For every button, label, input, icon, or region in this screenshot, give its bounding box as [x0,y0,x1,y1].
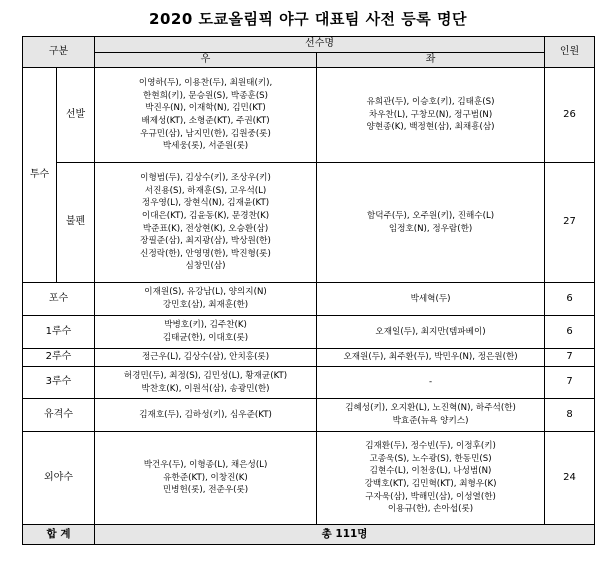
header-category: 구분 [23,37,95,68]
header-right: 우 [95,53,317,68]
player-line: 신정락(한), 안영명(한), 박진형(롯) [140,248,271,259]
player-line: 이형범(두), 김상수(키), 조상우(키) [140,173,271,184]
player-line: 김태균(한), 이대호(롯) [162,333,249,343]
player-line: 강백호(KT), 김민혁(KT), 최형우(K) [364,479,497,489]
player-line: 유한준(KT), 이창진(K) [163,472,248,483]
catcher-left-cell [317,283,545,316]
player-line: 고종욱(S), 노수광(S), 한동민(S) [369,453,492,464]
shortstop-count: 8 [545,399,595,432]
shortstop-right-cell [95,399,317,432]
player-line: 오재일(두), 최지만(템파베이) [375,326,486,337]
first-base-left-cell [317,316,545,349]
bullpen-label: 불펜 [57,163,95,283]
player-line: 박진우(N), 이재학(N), 김민(KT) [145,103,266,114]
player-line: 김현수(L), 이천웅(L), 나성범(N) [369,466,492,477]
page-title: 2020 도쿄올림픽 야구 대표팀 사전 등록 명단 [149,10,467,28]
second-base-count: 7 [545,349,595,367]
catcher-count: 6 [545,283,595,316]
player-line: 박세웅(롯), 서준원(롯) [162,141,249,152]
player-line: 배제성(KT), 소형준(KT), 주권(KT) [141,116,270,126]
third-base-left-cell [317,367,545,399]
catcher-label: 포수 [23,283,95,316]
starter-label: 선발 [57,68,95,163]
player-line: 박찬호(K), 이원석(삼), 송광민(한) [141,383,270,394]
player-line: 박준표(K), 전상현(K), 오승환(삼) [142,223,269,234]
player-line: 강민호(삼), 최재훈(한) [162,300,249,310]
second-base-right-cell [95,349,317,367]
player-line: 박건우(두), 이형종(L), 채은성(L) [143,460,268,471]
shortstop-left-cell [317,399,545,432]
player-line: 우규민(삼), 남지민(한), 김원중(롯) [140,128,271,139]
starter-count: 26 [545,68,595,163]
outfield-left-cell [317,432,545,525]
player-line: 함덕주(두), 오주원(키), 진해수(L) [366,210,495,221]
player-line: 이재원(S), 유강남(L), 양의지(N) [144,287,267,298]
player-line: 차우찬(L), 구창모(N), 정구범(N) [368,109,493,120]
first-base-count: 6 [545,316,595,349]
pitcher-label: 투수 [23,68,57,283]
bullpen-count: 27 [545,163,595,283]
total-value: 총 111명 [95,525,595,545]
player-line: - [428,377,433,388]
header-count: 인원 [545,37,595,68]
player-line: 김재환(두), 정수빈(두), 이정후(키) [365,441,496,452]
player-line: 유희관(두), 이승호(키), 김태훈(S) [366,97,495,108]
total-label: 합 계 [23,525,95,545]
outfield-label: 외야수 [23,432,95,525]
player-line: 허경민(두), 최정(S), 김민성(L), 황재균(KT) [123,370,288,381]
shortstop-label: 유격수 [23,399,95,432]
header-left: 좌 [317,53,545,68]
catcher-right-cell [95,283,317,316]
player-line: 구자욱(삼), 박해민(삼), 이성열(한) [365,491,496,502]
player-line: 심창민(삼) [185,261,226,272]
player-line: 박세혁(두) [410,293,451,304]
outfield-count: 24 [545,432,595,525]
first-base-label: 1루수 [23,316,95,349]
player-line: 정근우(L), 김상수(삼), 안치홍(롯) [141,352,270,363]
second-base-left-cell [317,349,545,367]
player-line: 이영하(두), 이용찬(두), 최원태(키), [138,78,273,89]
player-line: 장필준(삼), 최지광(삼), 박상원(한) [140,236,271,247]
player-line: 김혜성(키), 오지환(L), 노진혁(N), 하주석(한) [345,403,516,414]
starter-left-cell [317,68,545,163]
bullpen-left-cell [317,163,545,283]
second-base-label: 2루수 [23,349,95,367]
player-line: 양현종(K), 백정현(삼), 최채흥(삼) [366,122,495,133]
first-base-right-cell [95,316,317,349]
outfield-right-cell [95,432,317,525]
third-base-label: 3루수 [23,367,95,399]
player-line: 박병호(키), 김주찬(K) [164,320,247,331]
player-line: 김재호(두), 김하성(키), 심우준(KT) [139,409,272,420]
player-line: 정우영(L), 장현식(N), 김재윤(KT) [141,198,270,209]
player-line: 이대은(KT), 김윤동(K), 문경찬(K) [141,210,270,221]
player-line: 오재원(두), 최주환(두), 박민우(N), 정은원(한) [343,352,518,363]
starter-right-cell [95,68,317,163]
player-line: 임정호(N), 정우람(한) [388,223,473,234]
third-base-right-cell [95,367,317,399]
bullpen-right-cell [95,163,317,283]
player-line: 이용규(한), 손아섭(롯) [387,504,474,515]
player-line: 박효준(뉴욕 양키스) [392,416,469,426]
third-base-count: 7 [545,367,595,399]
player-line: 서진용(S), 하재훈(S), 고우석(L) [144,185,267,196]
player-line: 민병헌(롯), 전준우(롯) [162,485,249,496]
header-players: 선수명 [95,37,545,53]
player-line: 한현희(키), 문승원(S), 박종훈(S) [143,90,268,101]
roster-table [22,36,595,545]
